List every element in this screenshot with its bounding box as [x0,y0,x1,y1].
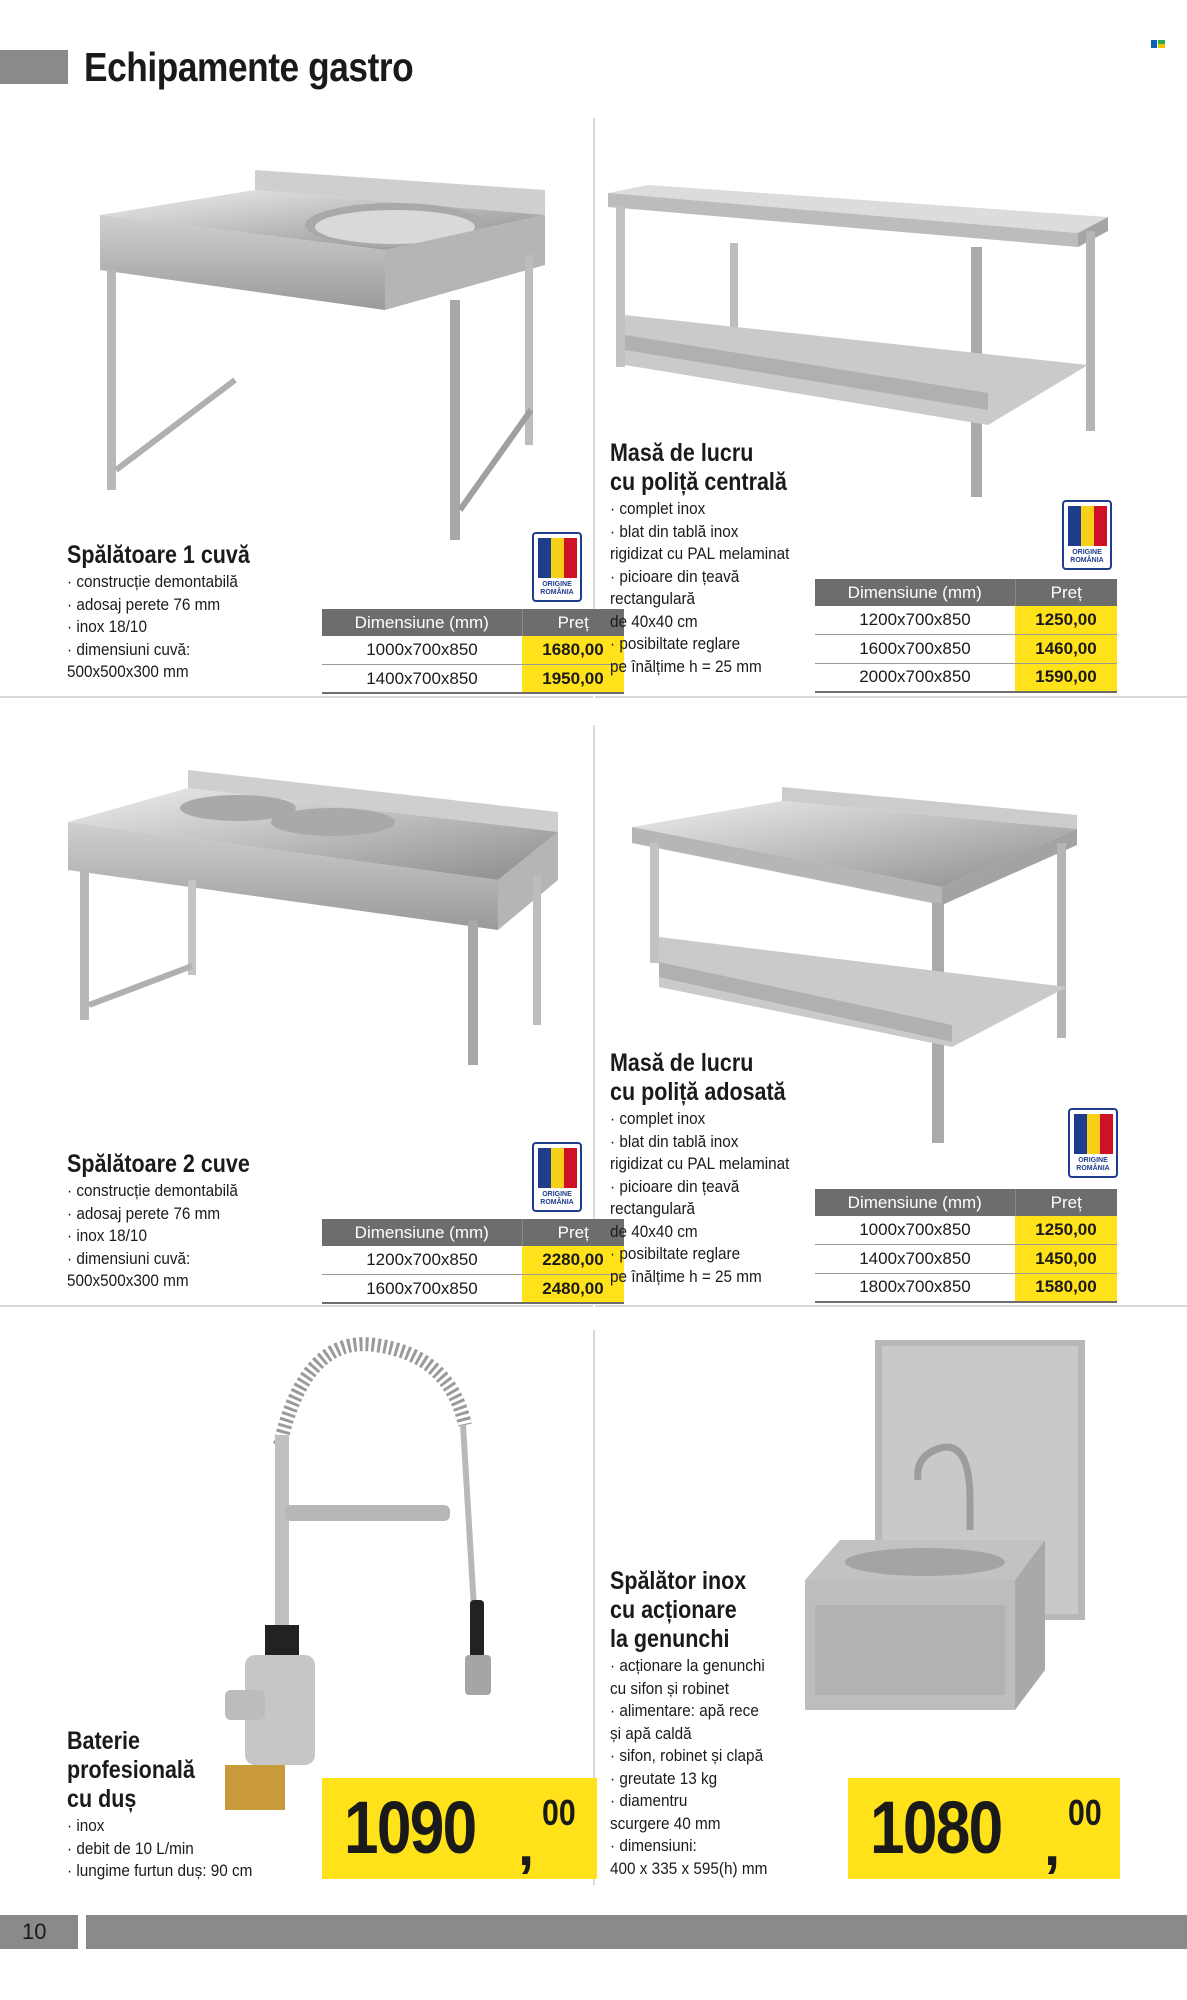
origin-romania-badge [1068,1108,1118,1178]
feature-line: · construcție demontabilă [67,572,238,591]
price-cell: 2280,00 [522,1246,624,1275]
dimension-cell: 1000x700x850 [815,1216,1015,1245]
sink-two-bowls-image [68,770,558,1070]
col-header-dimension: Dimensiune (mm) [322,609,522,636]
feature-line: 500x500x300 mm [67,662,189,681]
feature-line: · inox 18/10 [67,1226,147,1245]
price-tag [322,1778,597,1879]
badge-text: ROMÂNIA [1070,557,1104,564]
product-title-line: Spălătoare 1 cuvă [67,541,250,569]
feature-line: rigidizat cu PAL melaminat [610,544,790,563]
product-title [67,541,250,570]
feature-line: pe înălțime h = 25 mm [610,656,762,676]
feature-line: · lungime furtun duș: 90 cm [67,1861,253,1880]
romania-flag-icon [1068,506,1106,546]
product-features [67,1815,252,1883]
price-cell: 1580,00 [1015,1273,1117,1302]
feature-line: rectangulară [610,1199,696,1218]
feature-line: · picioare din țeavă [610,1176,740,1196]
col-header-price: Preț [522,1219,624,1246]
col-header-dimension: Dimensiune (mm) [815,579,1015,606]
product-title-line: cu duș [67,1785,137,1813]
product-features [610,498,789,678]
product-title-line: cu poliță adosată [610,1078,786,1106]
table-row [322,1275,624,1304]
price-cell: 1250,00 [1015,606,1117,635]
feature-line: · inox [67,1816,105,1835]
col-header-price: Preț [1015,1189,1117,1216]
price-cell: 1250,00 [1015,1216,1117,1245]
dimension-cell: 1000x700x850 [322,636,522,665]
feature-line: · adosaj perete 76 mm [67,1203,221,1223]
product-title-line: cu poliță centrală [610,468,787,496]
feature-line: · posibiltate reglare [610,1244,741,1263]
badge-text: ORIGINE [542,581,572,588]
origin-romania-badge [532,532,582,602]
table-row [322,636,624,665]
feature-line: 400 x 335 x 595(h) mm [610,1858,768,1878]
product-title [610,1049,786,1107]
divider-horizontal [0,1305,593,1307]
feature-line: · diamentru [610,1791,688,1810]
col-header-dimension: Dimensiune (mm) [322,1219,522,1246]
romania-flag-icon [538,538,576,578]
divider-horizontal [595,1305,1187,1307]
feature-line: scurgere 40 mm [610,1813,721,1833]
table-row [322,665,624,694]
footer-bar [86,1915,1187,1949]
dimension-cell: 1400x700x850 [815,1245,1015,1274]
feature-line: · posibiltate reglare [610,634,741,653]
feature-line: · adosaj perete 76 mm [67,594,221,614]
product-title-line: Spălătoare 2 cuve [67,1150,250,1178]
table-row [815,1273,1117,1302]
table-row [815,1245,1117,1274]
page-number: 10 [22,1919,47,1944]
romania-flag-icon [1074,1114,1112,1154]
price-decimals: 00 [542,1792,576,1833]
price-decimals: 00 [1068,1792,1102,1833]
product-title [67,1150,250,1179]
product-title [610,439,787,497]
price-table [815,579,1117,693]
feature-line: cu sifon și robinet [610,1678,730,1698]
feature-line: · dimensiuni cuvă: [67,639,191,659]
feature-line: · construcție demontabilă [67,1181,238,1200]
product-title-line: profesională [67,1756,195,1784]
feature-line: · picioare din țeavă [610,566,740,586]
feature-line: de 40x40 cm [610,611,698,631]
badge-text: ORIGINE [1072,549,1102,556]
badge-text: ROMÂNIA [1076,1165,1110,1172]
feature-line: · sifon, robinet și clapă [610,1746,764,1765]
badge-text: ORIGINE [542,1191,572,1198]
origin-romania-badge [532,1142,582,1212]
feature-line: · inox 18/10 [67,617,147,636]
product-title-line: cu acționare [610,1596,737,1624]
dimension-cell: 1600x700x850 [815,635,1015,664]
price-cell: 1950,00 [522,665,624,694]
feature-line: · blat din tablă inox [610,1131,739,1151]
divider-vertical [593,725,595,1300]
divider-vertical [593,118,595,693]
feature-line: · debit de 10 L/min [67,1838,194,1858]
feature-line: · complet inox [610,1109,706,1128]
product-title [67,1727,195,1814]
product-title-line: Baterie [67,1727,140,1755]
feature-line: · complet inox [610,499,706,518]
product-features [610,1108,789,1288]
feature-line: · greutate 13 kg [610,1768,718,1788]
price-table [322,1219,624,1304]
dimension-cell: 2000x700x850 [815,663,1015,692]
dimension-cell: 1800x700x850 [815,1273,1015,1302]
col-header-dimension: Dimensiune (mm) [815,1189,1015,1216]
price-cell: 1680,00 [522,636,624,665]
price-comma: , [1044,1813,1061,1878]
product-features [610,1655,767,1880]
price-tag [848,1778,1120,1879]
feature-line: · dimensiuni cuvă: [67,1248,191,1268]
professional-faucet-image [225,1335,495,1815]
price-cell: 2480,00 [522,1275,624,1304]
feature-line: pe înălțime h = 25 mm [610,1266,762,1286]
brand-logo-icon [1151,40,1165,48]
divider-horizontal [595,696,1187,698]
origin-romania-badge [1062,500,1112,570]
table-row [815,606,1117,635]
product-features [67,571,238,684]
price-comma: , [518,1813,535,1878]
badge-text: ROMÂNIA [540,589,574,596]
feature-line: rigidizat cu PAL melaminat [610,1154,790,1173]
table-row [322,1246,624,1275]
product-title [610,1567,746,1654]
product-features [67,1180,238,1293]
price-cell: 1460,00 [1015,635,1117,664]
product-title-line: Masă de lucru [610,439,754,467]
feature-line: · acționare la genunchi [610,1656,765,1675]
badge-text: ROMÂNIA [540,1199,574,1206]
price-integer: 1090 [344,1786,476,1869]
feature-line: 500x500x300 mm [67,1271,189,1290]
feature-line: · dimensiuni: [610,1836,697,1855]
col-header-price: Preț [522,609,624,636]
product-title-line: Masă de lucru [610,1049,754,1077]
dimension-cell: 1200x700x850 [815,606,1015,635]
feature-line: și apă caldă [610,1723,692,1743]
price-table [322,609,624,694]
dimension-cell: 1200x700x850 [322,1246,522,1275]
price-table [815,1189,1117,1303]
badge-text: ORIGINE [1078,1157,1108,1164]
page-title: Echipamente gastro [84,44,414,90]
knee-operated-handwash-image [800,1340,1090,1715]
price-integer: 1080 [870,1786,1002,1869]
feature-line: · blat din tablă inox [610,521,739,541]
table-row [815,663,1117,692]
price-cell: 1590,00 [1015,663,1117,692]
product-title-line: Spălător inox [610,1567,747,1595]
dimension-cell: 1600x700x850 [322,1275,522,1304]
header-bar [0,50,68,84]
feature-line: · alimentare: apă rece [610,1701,759,1720]
product-title-line: la genunchi [610,1625,730,1653]
romania-flag-icon [538,1148,576,1188]
divider-horizontal [0,696,593,698]
table-row [815,1216,1117,1245]
feature-line: rectangulară [610,589,696,608]
sink-one-bowl-image [95,170,555,545]
table-row [815,635,1117,664]
dimension-cell: 1400x700x850 [322,665,522,694]
col-header-price: Preț [1015,579,1117,606]
price-cell: 1450,00 [1015,1245,1117,1274]
feature-line: de 40x40 cm [610,1221,698,1241]
